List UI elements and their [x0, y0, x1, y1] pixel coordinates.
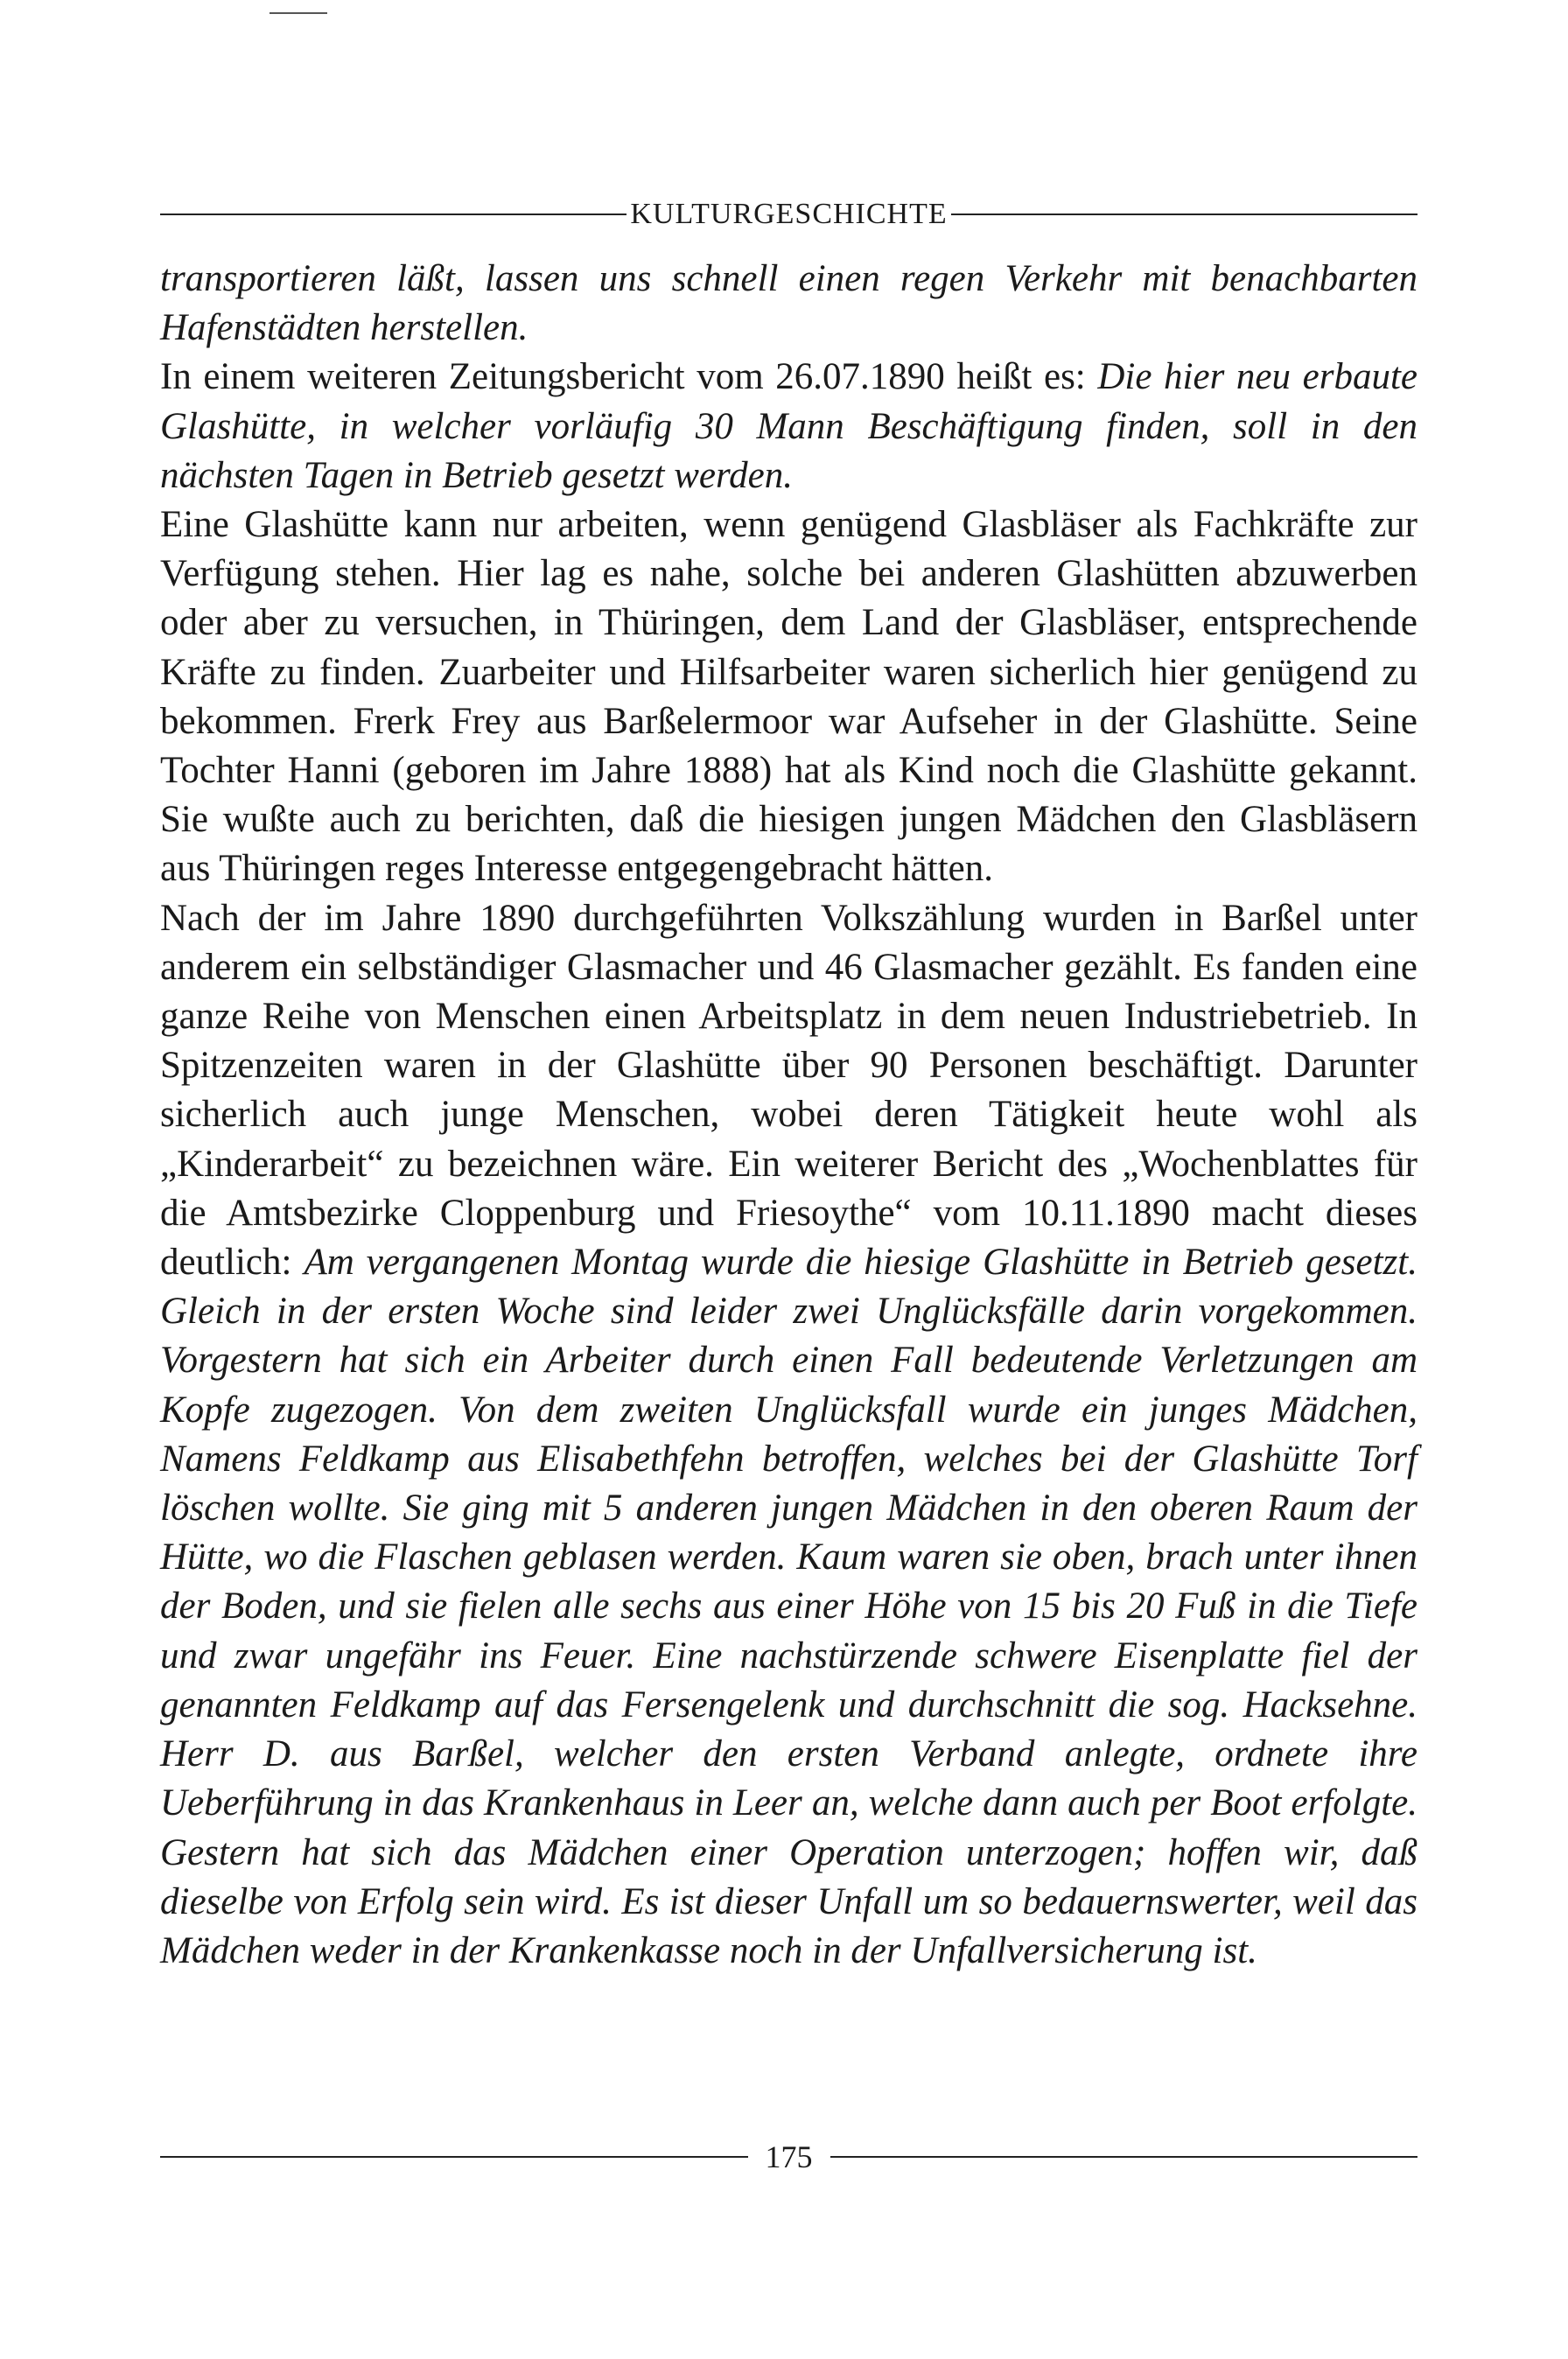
paragraph — [160, 500, 1418, 894]
body-sentence: In einem weiteren Zeitungsbericht vom 26.07.1890 heißt es: — [160, 356, 1098, 398]
quote-text: Die hier neu erbaute Glashütte, in welcher vorläufig 30 Mann Beschäftigung finden, soll in den nächsten Tagen in Betrieb gesetzt werden. — [160, 356, 1418, 496]
quote-text: transportieren läßt, lassen uns schnell einen regen Verkehr mit benachbarten Hafenstädten herstellen. — [160, 258, 1418, 349]
body-sentence: Eine Glashütte kann nur arbeiten, wenn genügend Glasbläser als Fachkräfte zur Verfügung stehen. Hier lag es nahe, solche bei anderen Glashütten abzuwerben oder aber zu versuchen, in Thüringen, dem Land der Glasbläser, entsprechende Kräfte zu finden. Zuarbeiter und Hilfsarbeiter waren sicherlich hier genügend zu bekommen. Frerk Frey aus Barßelermoor war Aufseher in der Glashütte. Seine Tochter Hanni (geboren im Jahre 1888) hat als Kind noch die Glashütte gekannt. Sie wußte auch zu berichten, daß die hiesigen jungen Mädchen den Glasbläsern aus Thüringen reges Interesse entgegengebracht hätten. — [160, 504, 1418, 890]
running-header — [160, 192, 1418, 236]
paragraph — [160, 255, 1418, 353]
running-head-title: KULTURGESCHICHTE — [630, 198, 948, 230]
header-rule-left — [160, 214, 626, 215]
body-sentence: Nach der im Jahre 1890 durchgeführten Volkszählung wurden in Barßel unter anderem ein selbständiger Glasmacher und 46 Glasmacher gezählt. Es fanden eine ganze Reihe von Menschen einen Arbeitsplatz in dem neuen Industriebetrieb. In Spitzenzeiten waren in der Glashütte über 90 Personen beschäftigt. Darunter sicherlich auch junge Menschen, wobei deren Tätigkeit heute wohl als „Kinderarbeit“ zu bezeichnen wäre. Ein weiterer Bericht des „Wochenblattes für die Amtsbezirke Cloppenburg und Friesoythe“ vom 10.11.1890 macht dieses deutlich: — [160, 897, 1418, 1284]
header-rule-right — [951, 214, 1418, 215]
footer-rule-right — [830, 2156, 1418, 2158]
body-text — [160, 255, 1418, 1976]
paragraph — [160, 894, 1418, 1976]
page-footer — [160, 2135, 1418, 2179]
paragraph — [160, 353, 1418, 500]
page-number: 175 — [765, 2139, 813, 2174]
quote-text: Am vergangenen Montag wurde die hiesige Glashütte in Betrieb gesetzt. Gleich in der ersten Woche sind leider zwei Unglücksfälle darin vorgekommen. Vorgestern hat sich ein Arbeiter durch einen Fall bedeutende Verletzungen am Kopfe zugezogen. Von dem zweiten Unglücksfall wurde ein junges Mädchen, Namens Feldkamp aus Elisabethfehn betroffen, welches bei der Glashütte Torf löschen wollte. Sie ging mit 5 anderen jungen Mädchen in den oberen Raum der Hütte, wo die Flaschen geblasen werden. Kaum waren sie oben, brach unter ihnen der Boden, und sie fielen alle sechs aus einer Höhe von 15 bis 20 Fuß in die Tiefe und zwar ungefähr ins Feuer. Eine nachstürzende schwere Eisenplatte fiel der genannten Feldkamp auf das Fersengelenk und durchschnitt die sog. Hacksehne. Herr D. aus Barßel, welcher den ersten Verband anlegte, ordnete ihre Ueberführung in das Krankenhaus in Leer an, welche dann auch per Boot erfolgte. Gestern hat sich das Mädchen einer Operation unterzogen; hoffen wir, daß dieselbe von Erfolg sein wird. Es ist dieser Unfall um so bedauernswerter, weil das Mädchen weder in der Krankenkasse noch in der Unfallversicherung ist. — [160, 1242, 1418, 1971]
top-edge-mark — [270, 12, 327, 14]
footer-rule-left — [160, 2156, 748, 2158]
